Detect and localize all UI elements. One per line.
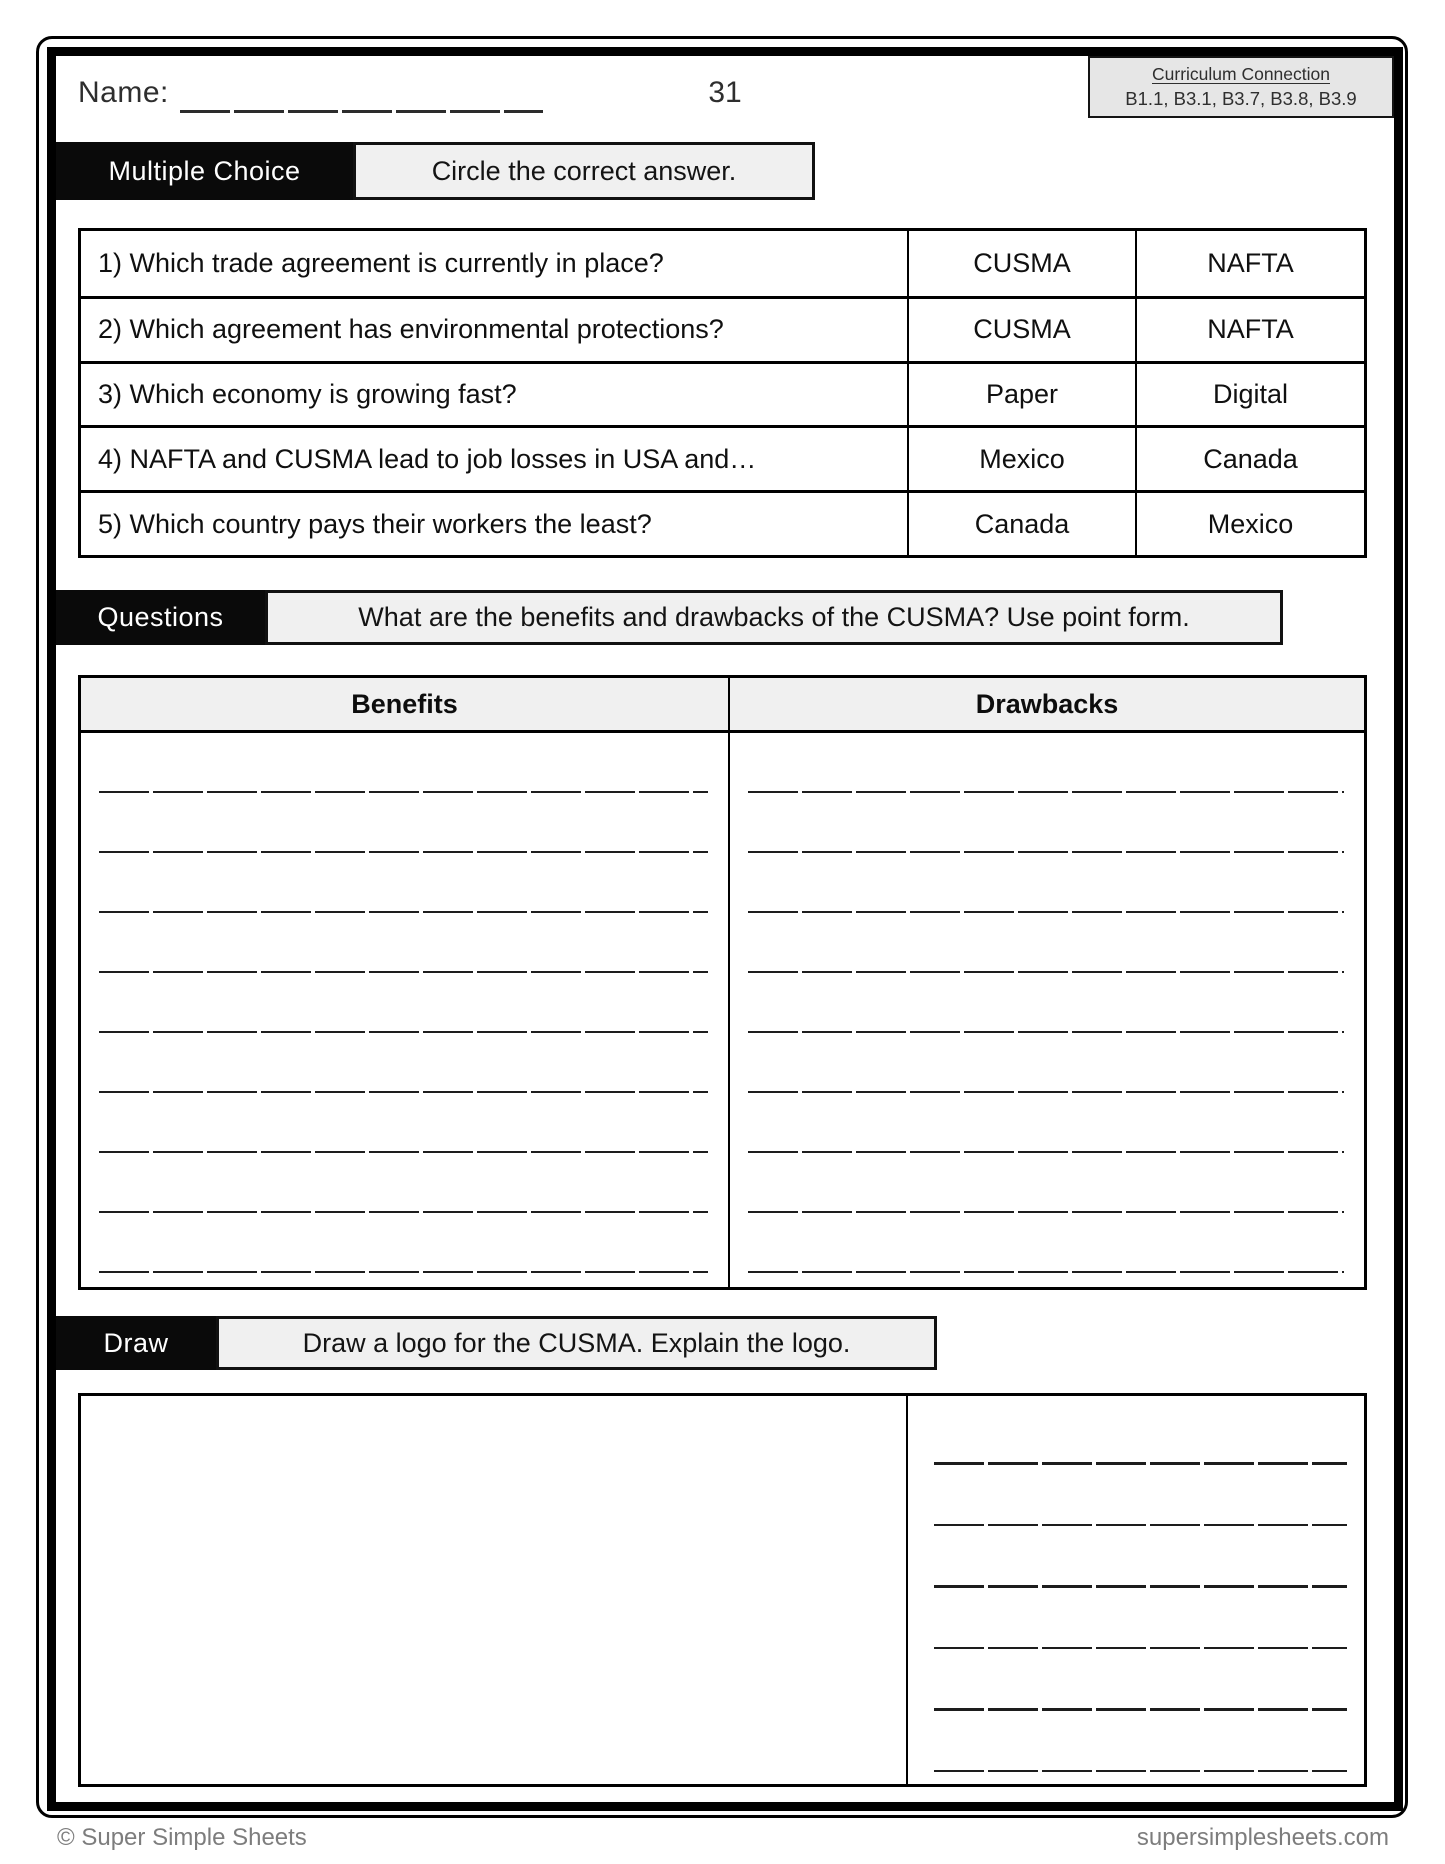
blank-writing-line[interactable] [934, 1588, 1347, 1650]
blank-writing-line[interactable] [99, 1213, 708, 1273]
drawing-area[interactable] [81, 1396, 906, 1784]
blank-writing-line[interactable] [99, 913, 708, 973]
mc-option-2b[interactable]: NAFTA [1135, 296, 1364, 361]
footer-copyright: © Super Simple Sheets [57, 1824, 307, 1851]
blank-writing-line[interactable] [99, 1093, 708, 1153]
blank-writing-line[interactable] [99, 1153, 708, 1213]
benefits-column-header: Benefits [81, 678, 728, 733]
blank-writing-line[interactable] [934, 1465, 1347, 1527]
logo-explanation-area[interactable] [906, 1396, 1364, 1784]
blank-writing-line[interactable] [934, 1526, 1347, 1588]
page-footer [57, 1824, 1389, 1852]
questions-section-label: Questions [56, 590, 265, 645]
drawbacks-column-header: Drawbacks [728, 678, 1364, 733]
mc-option-4b[interactable]: Canada [1135, 425, 1364, 490]
multiple-choice-instruction: Circle the correct answer. [353, 142, 815, 200]
page-number: 31 [708, 76, 742, 109]
mc-question-3: 3) Which economy is growing fast? [81, 361, 907, 426]
mc-option-1b[interactable]: NAFTA [1135, 231, 1364, 296]
mc-option-4a[interactable]: Mexico [907, 425, 1135, 490]
drawbacks-answer-area[interactable] [728, 733, 1364, 1287]
blank-writing-line[interactable] [934, 1711, 1347, 1773]
blank-writing-line[interactable] [99, 733, 708, 793]
blank-writing-line[interactable] [748, 973, 1344, 1033]
mc-option-5b[interactable]: Mexico [1135, 490, 1364, 555]
draw-section-label: Draw [56, 1316, 216, 1370]
name-label: Name: [78, 76, 169, 109]
name-blank-line[interactable] [180, 110, 543, 113]
footer-website: supersimplesheets.com [1136, 1824, 1389, 1851]
mc-question-5: 5) Which country pays their workers the least? [81, 490, 907, 555]
multiple-choice-table [78, 228, 1367, 558]
blank-writing-line[interactable] [748, 733, 1344, 793]
mc-option-3b[interactable]: Digital [1135, 361, 1364, 426]
benefits-drawbacks-table [78, 675, 1367, 1290]
curriculum-connection-codes: B1.1, B3.1, B3.7, B3.8, B3.9 [1125, 88, 1357, 109]
blank-writing-line[interactable] [99, 1033, 708, 1093]
mc-question-1: 1) Which trade agreement is currently in place? [98, 247, 664, 278]
blank-writing-line[interactable] [748, 853, 1344, 913]
blank-writing-line[interactable] [934, 1649, 1347, 1711]
mc-question-4: 4) NAFTA and CUSMA lead to job losses in USA and… [81, 425, 907, 490]
blank-writing-line[interactable] [99, 793, 708, 853]
draw-instruction: Draw a logo for the CUSMA. Explain the logo. [216, 1316, 937, 1370]
curriculum-connection-box [1088, 56, 1394, 118]
mc-option-3a[interactable]: Paper [907, 361, 1135, 426]
blank-writing-line[interactable] [934, 1403, 1347, 1465]
mc-option-1a[interactable]: CUSMA [907, 231, 1135, 296]
blank-writing-line[interactable] [748, 1093, 1344, 1153]
mc-option-2a[interactable]: CUSMA [907, 296, 1135, 361]
mc-option-5a[interactable]: Canada [907, 490, 1135, 555]
questions-instruction: What are the benefits and drawbacks of the CUSMA? Use point form. [265, 590, 1283, 645]
benefits-answer-area[interactable] [81, 733, 728, 1287]
mc-question-2: 2) Which agreement has environmental protections? [81, 296, 907, 361]
blank-writing-line[interactable] [748, 913, 1344, 973]
blank-writing-line[interactable] [748, 1213, 1344, 1273]
multiple-choice-section-label: Multiple Choice [56, 142, 353, 200]
curriculum-connection-title: Curriculum Connection [1152, 64, 1330, 84]
blank-writing-line[interactable] [748, 793, 1344, 853]
blank-writing-line[interactable] [748, 1033, 1344, 1093]
blank-writing-line[interactable] [99, 973, 708, 1033]
draw-table [78, 1393, 1367, 1787]
blank-writing-line[interactable] [748, 1153, 1344, 1213]
blank-writing-line[interactable] [99, 853, 708, 913]
